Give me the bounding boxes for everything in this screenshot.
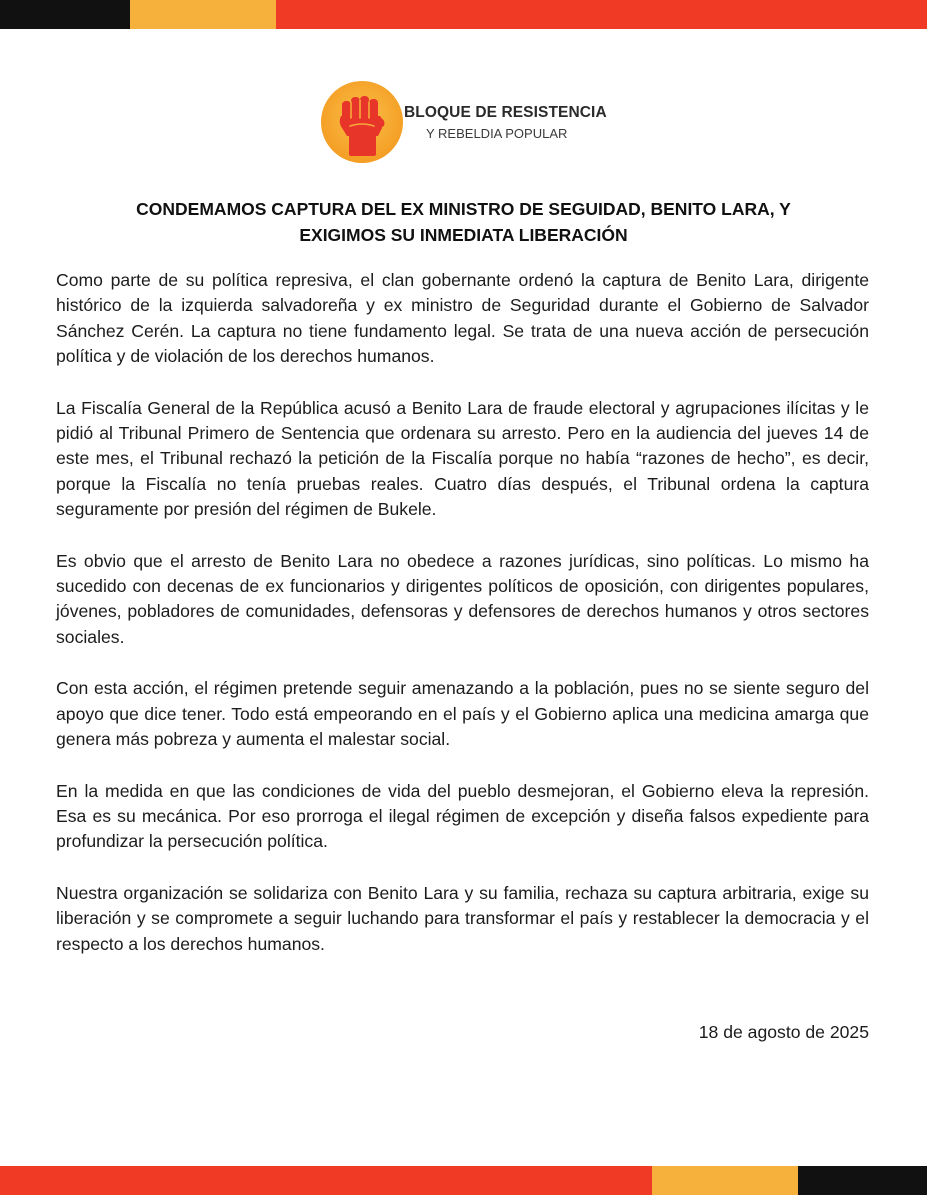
paragraph-4: Con esta acción, el régimen pretende seguir amenazando a la población, pues no se siente seguro del apoyo que dice tener. Todo está empeorando en el país y el Gobierno aplica una medicina amarga que genera más pobreza y aumenta el malestar social. bbox=[56, 678, 869, 750]
bottom-color-stripe bbox=[0, 1166, 927, 1195]
paragraph-2: La Fiscalía General de la República acusó a Benito Lara de fraude electoral y agrupaciones ilícitas y le pidió al Tribunal Primero de Sentencia que ordenara su arresto. Pero en la audiencia del jueves 14 de este mes, el Tribunal rechazó la petición de la Fiscalía porque no había “razones de hecho”, es decir, porque la Fiscalía no tenía pruebas reales. Cuatro días después, el Tribunal ordena la captura seguramente por presión del régimen de Bukele. bbox=[56, 397, 869, 520]
logo-name-line2: Y REBELDIA POPULAR bbox=[426, 126, 568, 141]
stripe-red-segment bbox=[276, 0, 927, 29]
stripe-yellow-segment bbox=[130, 0, 276, 29]
statement-date: 18 de agosto de 2025 bbox=[698, 1022, 869, 1042]
logo-wordmark bbox=[404, 104, 640, 141]
organization-logo bbox=[320, 80, 640, 166]
paragraph-6: Nuestra organización se solidariza con Benito Lara y su familia, rechaza su captura arbitraria, exige su liberación y se compromete a seguir luchando para transformar el país y restablecer la democracia y el respecto a los derechos humanos. bbox=[56, 882, 869, 954]
stripe-black-segment bbox=[798, 1166, 927, 1195]
statement-body bbox=[56, 268, 869, 983]
stripe-yellow-segment bbox=[652, 1166, 798, 1195]
logo-name-line1: BLOQUE DE RESISTENCIA bbox=[404, 104, 607, 121]
paragraph-5: En la medida en que las condiciones de vida del pueblo desmejoran, el Gobierno eleva la represión. Esa es su mecánica. Por eso prorroga el ilegal régimen de excepción y diseña falsos expediente para profundizar la persecución política. bbox=[56, 780, 869, 852]
raised-fist-icon bbox=[320, 80, 404, 164]
paragraph-3: Es obvio que el arresto de Benito Lara no obedece a razones jurídicas, sino políticas. Lo mismo ha sucedido con decenas de ex funcionarios y dirigentes políticos de oposición, con dirigentes populares, jóvenes, pobladores de comunidades, defensoras y defensores de derechos humanos y otros sectores sociales. bbox=[56, 550, 869, 647]
stripe-red-segment bbox=[0, 1166, 652, 1195]
title-line-1: CONDEMAMOS CAPTURA DEL EX MINISTRO DE SEGUIDAD, BENITO LARA, Y bbox=[136, 199, 791, 219]
title-line-2: EXIGIMOS SU INMEDIATA LIBERACIÓN bbox=[299, 225, 628, 245]
stripe-black-segment bbox=[0, 0, 130, 29]
top-color-stripe bbox=[0, 0, 927, 29]
paragraph-1: Como parte de su política represiva, el clan gobernante ordenó la captura de Benito Lara, dirigente histórico de la izquierda salvadoreña y ex ministro de Seguridad durante el Gobierno de Salvador Sánchez Cerén. La captura no tiene fundamento legal. Se trata de una nueva acción de persecución política y de violación de los derechos humanos. bbox=[56, 270, 869, 367]
statement-title bbox=[60, 196, 867, 248]
